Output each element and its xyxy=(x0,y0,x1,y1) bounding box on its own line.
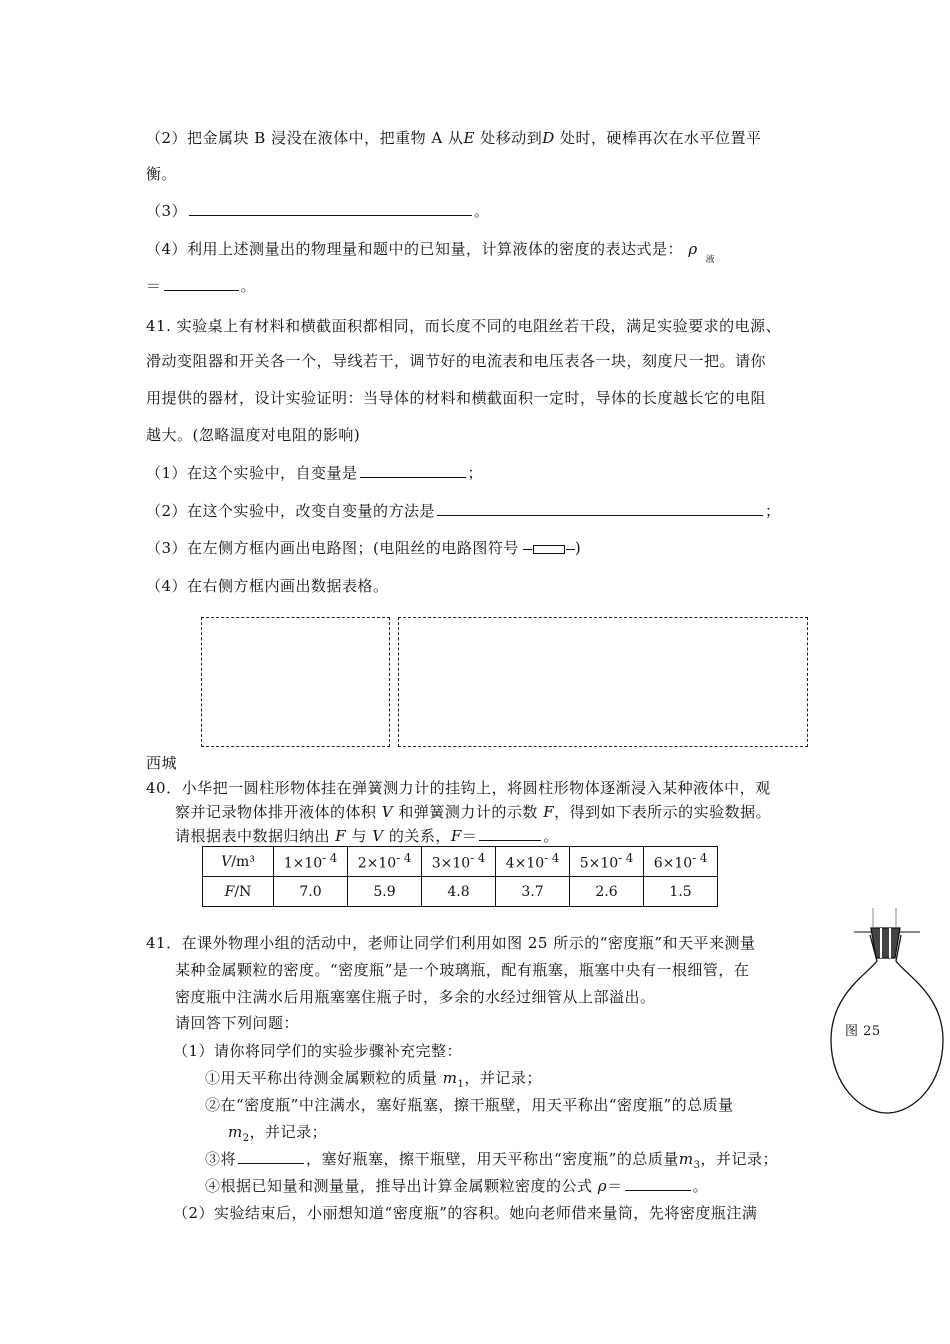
table-cell: $4\times 10^{- 4}$ xyxy=(496,847,570,877)
answer-blank[interactable] xyxy=(479,827,541,841)
table-cell: 2.6 xyxy=(570,877,644,907)
q41a-s1: （1）在这个实验中，自变量是 ； xyxy=(146,464,484,482)
data-table xyxy=(202,846,718,907)
answer-blank[interactable] xyxy=(437,501,763,516)
q41b-line2: 某种金属颗粒的密度。“密度瓶”是一个玻璃瓶，配有瓶塞，瓶塞中央有一根细管，在 xyxy=(175,961,750,979)
q41a-line2: 滑动变阻器和开关各一个，导线若干，调节好的电流表和电压表各一块，刻度尺一把。请你 xyxy=(146,352,767,370)
q41b-step2-cont: $m_2$，并记录； xyxy=(228,1123,328,1144)
table-cell: 3.7 xyxy=(496,877,570,907)
table-cell: $5\times 10^{- 4}$ xyxy=(570,847,644,877)
q41a-line4: 越大。(忽略温度对电阻的影响) xyxy=(146,426,361,444)
q41b-line4: 请回答下列问题： xyxy=(175,1014,300,1032)
q41a-line3: 用提供的器材，设计实验证明：当导体的材料和横截面积一定时，导体的长度越长它的电阻 xyxy=(146,389,767,407)
table-row xyxy=(203,877,718,907)
q40-line2: 察并记录物体排开液体的体积 V 和弹簧测力计的示数 F，得到如下表所示的实验数据。 xyxy=(175,803,772,821)
q41a-s2: （2）在这个实验中，改变自变量的方法是 ； xyxy=(146,502,781,520)
table-cell: 7.0 xyxy=(274,877,348,907)
q40-line3: 请根据表中数据归纳出 F 与 V 的关系，F＝ 。 xyxy=(175,827,559,845)
circuit-diagram-box[interactable] xyxy=(201,617,390,747)
q41a-s4: （4）在右侧方框内画出数据表格。 xyxy=(146,577,389,595)
table-cell: 4.8 xyxy=(422,877,496,907)
section-label: 西城 xyxy=(146,754,178,772)
q41a-s3: （3）在左侧方框内画出电路图；(电阻丝的电路图符号 ) xyxy=(146,539,582,557)
table-cell: $2\times 10^{- 4}$ xyxy=(348,847,422,877)
answer-blank[interactable] xyxy=(360,463,466,478)
answer-blank[interactable] xyxy=(189,201,472,216)
q3-line: （3） 。 xyxy=(146,202,490,220)
table-cell: 5.9 xyxy=(348,877,422,907)
table-cell: $6\times 10^{- 4}$ xyxy=(644,847,718,877)
table-cell: $3\times 10^{- 4}$ xyxy=(422,847,496,877)
q41b-sub2: （2）实验结束后，小丽想知道“密度瓶”的容积。她向老师借来量筒，先将密度瓶注满 xyxy=(173,1204,758,1222)
q41b-line1: 41．在课外物理小组的活动中，老师让同学们利用如图 25 所示的“密度瓶”和天平来测量 xyxy=(146,934,756,952)
q41b-line3: 密度瓶中注满水后用瓶塞塞住瓶子时，多余的水经过细管从上部溢出。 xyxy=(175,988,656,1006)
q41b-step4: ④根据已知量和测量量，推导出计算金属颗粒密度的公式 ρ＝ 。 xyxy=(205,1177,709,1195)
figure-caption: 图 25 xyxy=(845,1024,881,1039)
q2-line2: 衡。 xyxy=(146,165,178,183)
table-row xyxy=(203,847,718,877)
q41b-step3: ③将 ，塞好瓶塞，擦干瓶壁，用天平称出“密度瓶”的总质量$m_3$，并记录； xyxy=(205,1150,778,1171)
table-header-volume: V/m³ xyxy=(203,847,274,877)
table-header-force: F/N xyxy=(203,877,274,907)
data-table-box[interactable] xyxy=(398,617,808,747)
q41b-step2: ②在“密度瓶”中注满水，塞好瓶塞，擦干瓶壁，用天平称出“密度瓶”的总质量 xyxy=(205,1096,734,1114)
q4-line2: ＝ 。 xyxy=(146,277,257,295)
table-cell: $1\times 10^{- 4}$ xyxy=(274,847,348,877)
q41b-step1: ①用天平称出待测金属颗粒的质量 $m_1$，并记录； xyxy=(205,1069,542,1090)
density-bottle-figure xyxy=(826,905,950,1125)
q41b-sub1: （1）请你将同学们的实验步骤补充完整： xyxy=(173,1042,463,1060)
table-cell: 1.5 xyxy=(644,877,718,907)
q4-line1: （4）利用上述测量出的物理量和题中的已知量，计算液体的密度的表达式是： $\rho_液$ xyxy=(146,240,716,265)
resistor-symbol-icon xyxy=(533,545,565,554)
q41a-line1: 41. 实验桌上有材料和横截面积都相同，而长度不同的电阻丝若干段，满足实验要求的电源、 xyxy=(146,317,782,335)
answer-blank[interactable] xyxy=(625,1177,691,1191)
answer-blank[interactable] xyxy=(164,276,239,291)
q2-line1: （2）把金属块 B 浸没在液体中，把重物 A 从E 处移动到D 处时，硬棒再次在水平位置平 xyxy=(146,129,762,147)
q40-line1: 40．小华把一圆柱形物体挂在弹簧测力计的挂钩上，将圆柱形物体逐渐浸入某种液体中，观 xyxy=(146,779,771,797)
answer-blank[interactable] xyxy=(238,1150,304,1164)
tube-outline xyxy=(873,908,896,927)
